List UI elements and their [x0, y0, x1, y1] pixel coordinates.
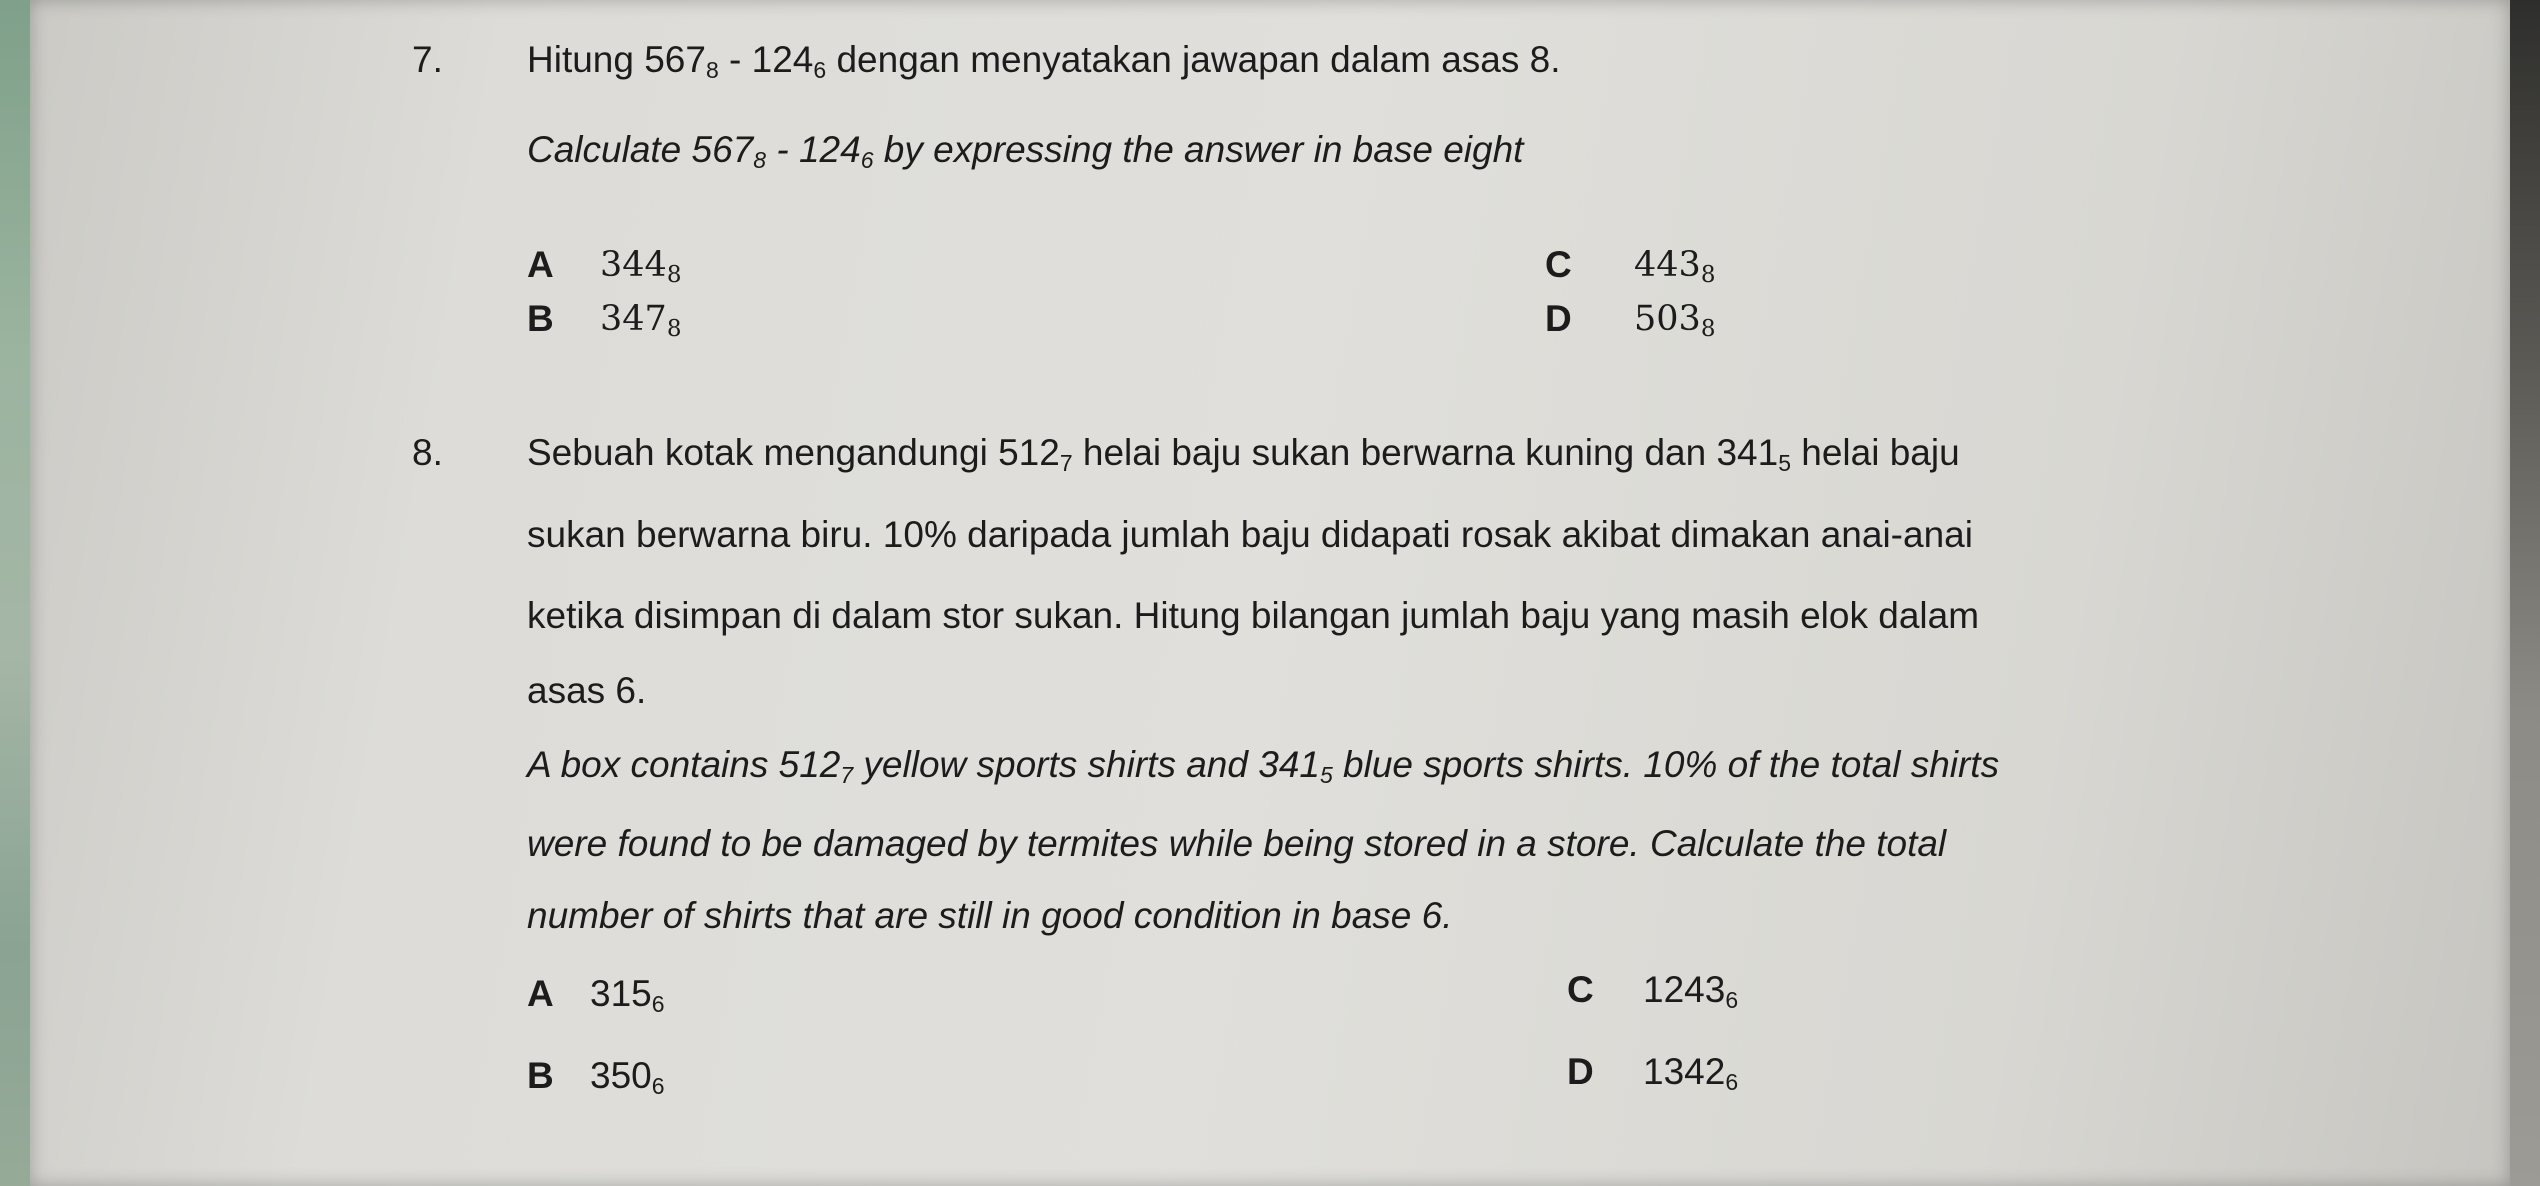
option-letter: C	[1567, 969, 1594, 1010]
option-value: $344_8$	[600, 245, 682, 288]
option-letter: A	[527, 973, 554, 1014]
option-letter: B	[527, 298, 554, 339]
question-number: 7.	[412, 39, 443, 80]
option-value: $1342_6$	[1643, 1051, 1739, 1095]
worksheet-page	[30, 0, 2510, 1186]
option-letter: D	[1545, 298, 1572, 339]
question-number: 8.	[412, 432, 443, 473]
option-letter: B	[527, 1055, 554, 1096]
question-8-malay-line-2: sukan berwarna biru. 10% daripada jumlah baju didapati rosak akibat dimakan anai-anai	[527, 514, 1973, 555]
question-8-english-line-2: were found to be damaged by termites while being stored in a store. Calculate the total	[527, 823, 1947, 864]
question-8-malay-line-1: Sebuah kotak mengandungi $512_7$ helai baju sukan berwarna kuning dan $341_5$ helai baju	[527, 432, 1960, 476]
option-letter: A	[527, 244, 554, 285]
question-8-malay-line-3: ketika disimpan di dalam stor sukan. Hitung bilangan jumlah baju yang masih elok dalam	[527, 595, 1980, 636]
question-8-malay-line-4: asas 6.	[527, 670, 647, 711]
option-value: $315_6$	[590, 973, 665, 1017]
option-value: $350_6$	[590, 1055, 665, 1099]
option-letter: D	[1567, 1051, 1594, 1092]
option-value: $347_8$	[600, 299, 682, 342]
question-7-english-text: Calculate $567_8 - 124_6$ by expressing the answer in base eight	[527, 129, 1524, 173]
question-8-english-line-1: A box contains $512_7$ yellow sports shirts and $341_5$ blue sports shirts. 10% of the total shirts	[527, 744, 2000, 788]
option-value: $1243_6$	[1643, 969, 1739, 1013]
question-8-english-line-3: number of shirts that are still in good condition in base 6.	[527, 895, 1453, 936]
option-letter: C	[1545, 244, 1572, 285]
question-7-malay-text: Hitung $567_8 - 124_6$ dengan menyatakan jawapan dalam asas 8.	[527, 39, 1561, 83]
option-value: $443_8$	[1634, 245, 1716, 288]
option-value: $503_8$	[1634, 299, 1716, 342]
